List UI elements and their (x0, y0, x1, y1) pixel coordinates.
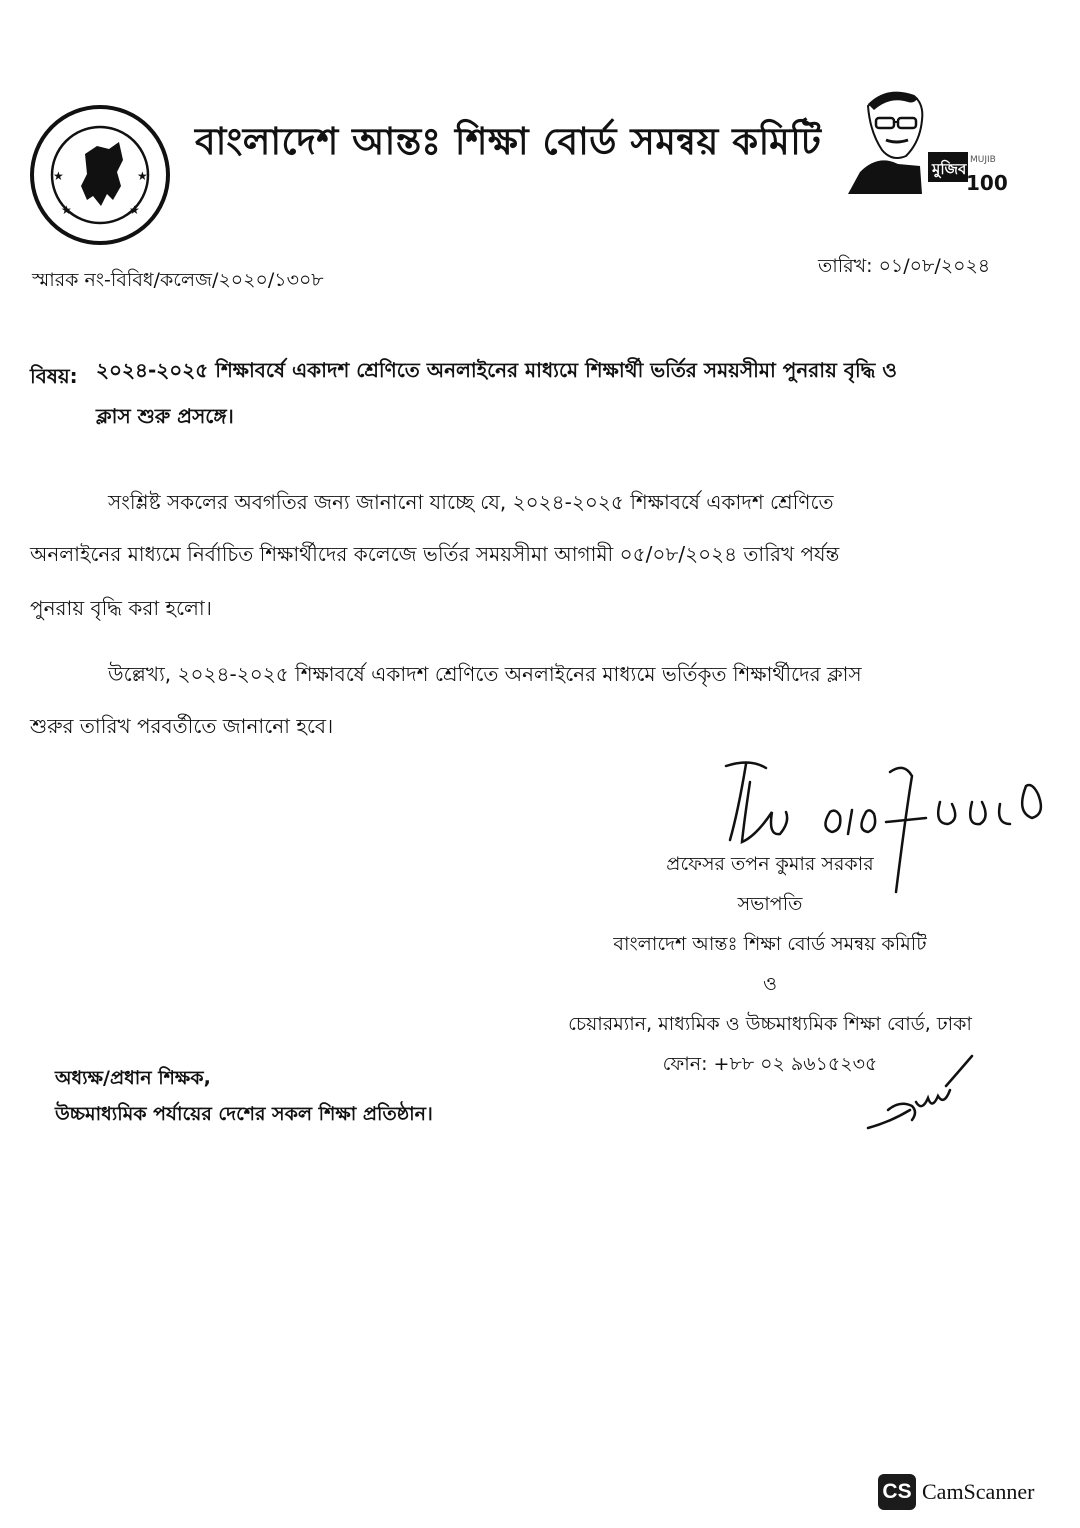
signatory-conjunction: ও (763, 973, 777, 995)
mujib-100-logo-icon (838, 82, 1008, 200)
camscanner-watermark (878, 1474, 1034, 1510)
subject-label: বিষয়: (30, 364, 78, 388)
body-paragraph-line: পুনরায় বৃদ্ধি করা হলো। (30, 596, 212, 620)
svg-text:★: ★ (129, 203, 140, 217)
recipient-line: অধ্যক্ষ/প্রধান শিক্ষক, (55, 1067, 211, 1089)
camscanner-text: CamScanner (922, 1479, 1035, 1504)
subject-line: ২০২৪-২০২৫ শিক্ষাবর্ষে একাদশ শ্রেণিতে অনলাইনের মাধ্যমে শিক্ষার্থী ভর্তির সময়সীমা পুনরায় বৃদ্ধি ও (96, 358, 898, 382)
body-paragraph-line: অনলাইনের মাধ্যমে নির্বাচিত শিক্ষার্থীদের কলেজে ভর্তির সময়সীমা আগামী ০৫/০৮/২০২৪ তারিখ পর্যন্ত (30, 542, 840, 566)
initials-signature-icon (860, 1050, 980, 1140)
body-paragraph-line: সংশ্লিষ্ট সকলের অবগতির জন্য জানানো যাচ্ছে যে, ২০২৪-২০২৫ শিক্ষাবর্ষে একাদশ শ্রেণিতে (108, 490, 834, 514)
signatory-position: চেয়ারম্যান, মাধ্যমিক ও উচ্চমাধ্যমিক শিক্ষা বোর্ড, ঢাকা (568, 1013, 972, 1035)
camscanner-logo-icon: CS (878, 1474, 916, 1510)
svg-text:মুজিব: মুজিব (932, 160, 967, 178)
letter-date: তারিখ: ০১/০৮/২০২৪ (818, 255, 991, 277)
body-paragraph-line: শুরুর তারিখ পরবর্তীতে জানানো হবে। (30, 714, 334, 738)
subject-line: ক্লাস শুরু প্রসঙ্গে। (96, 404, 234, 428)
government-seal-icon (27, 102, 173, 248)
signatory-role: সভাপতি (737, 893, 803, 915)
body-paragraph-line: উল্লেখ্য, ২০২৪-২০২৫ শিক্ষাবর্ষে একাদশ শ্রেণিতে অনলাইনের মাধ্যমে ভর্তিকৃত শিক্ষার্থীদের ক্লাস (108, 662, 862, 686)
svg-text:★: ★ (53, 169, 64, 183)
signatory-phone: ফোন: +৮৮ ০২ ৯৬১৫২৩৫ (662, 1053, 878, 1075)
svg-text:★: ★ (61, 203, 72, 217)
recipient-line: উচ্চমাধ্যমিক পর্যায়ের দেশের সকল শিক্ষা প্রতিষ্ঠান। (55, 1103, 433, 1125)
svg-text:100: 100 (966, 171, 1008, 195)
signatory-organization: বাংলাদেশ আন্তঃ শিক্ষা বোর্ড সমন্বয় কমিটি (613, 933, 927, 955)
header-title: বাংলাদেশ আন্তঃ শিক্ষা বোর্ড সমন্বয় কমিটি (195, 120, 822, 163)
memo-number: স্মারক নং-বিবিধ/কলেজ/২০২০/১৩০৮ (32, 269, 324, 291)
svg-text:★: ★ (137, 169, 148, 183)
signatory-name: প্রফেসর তপন কুমার সরকার (666, 853, 874, 875)
svg-text:MUJIB: MUJIB (970, 155, 996, 165)
